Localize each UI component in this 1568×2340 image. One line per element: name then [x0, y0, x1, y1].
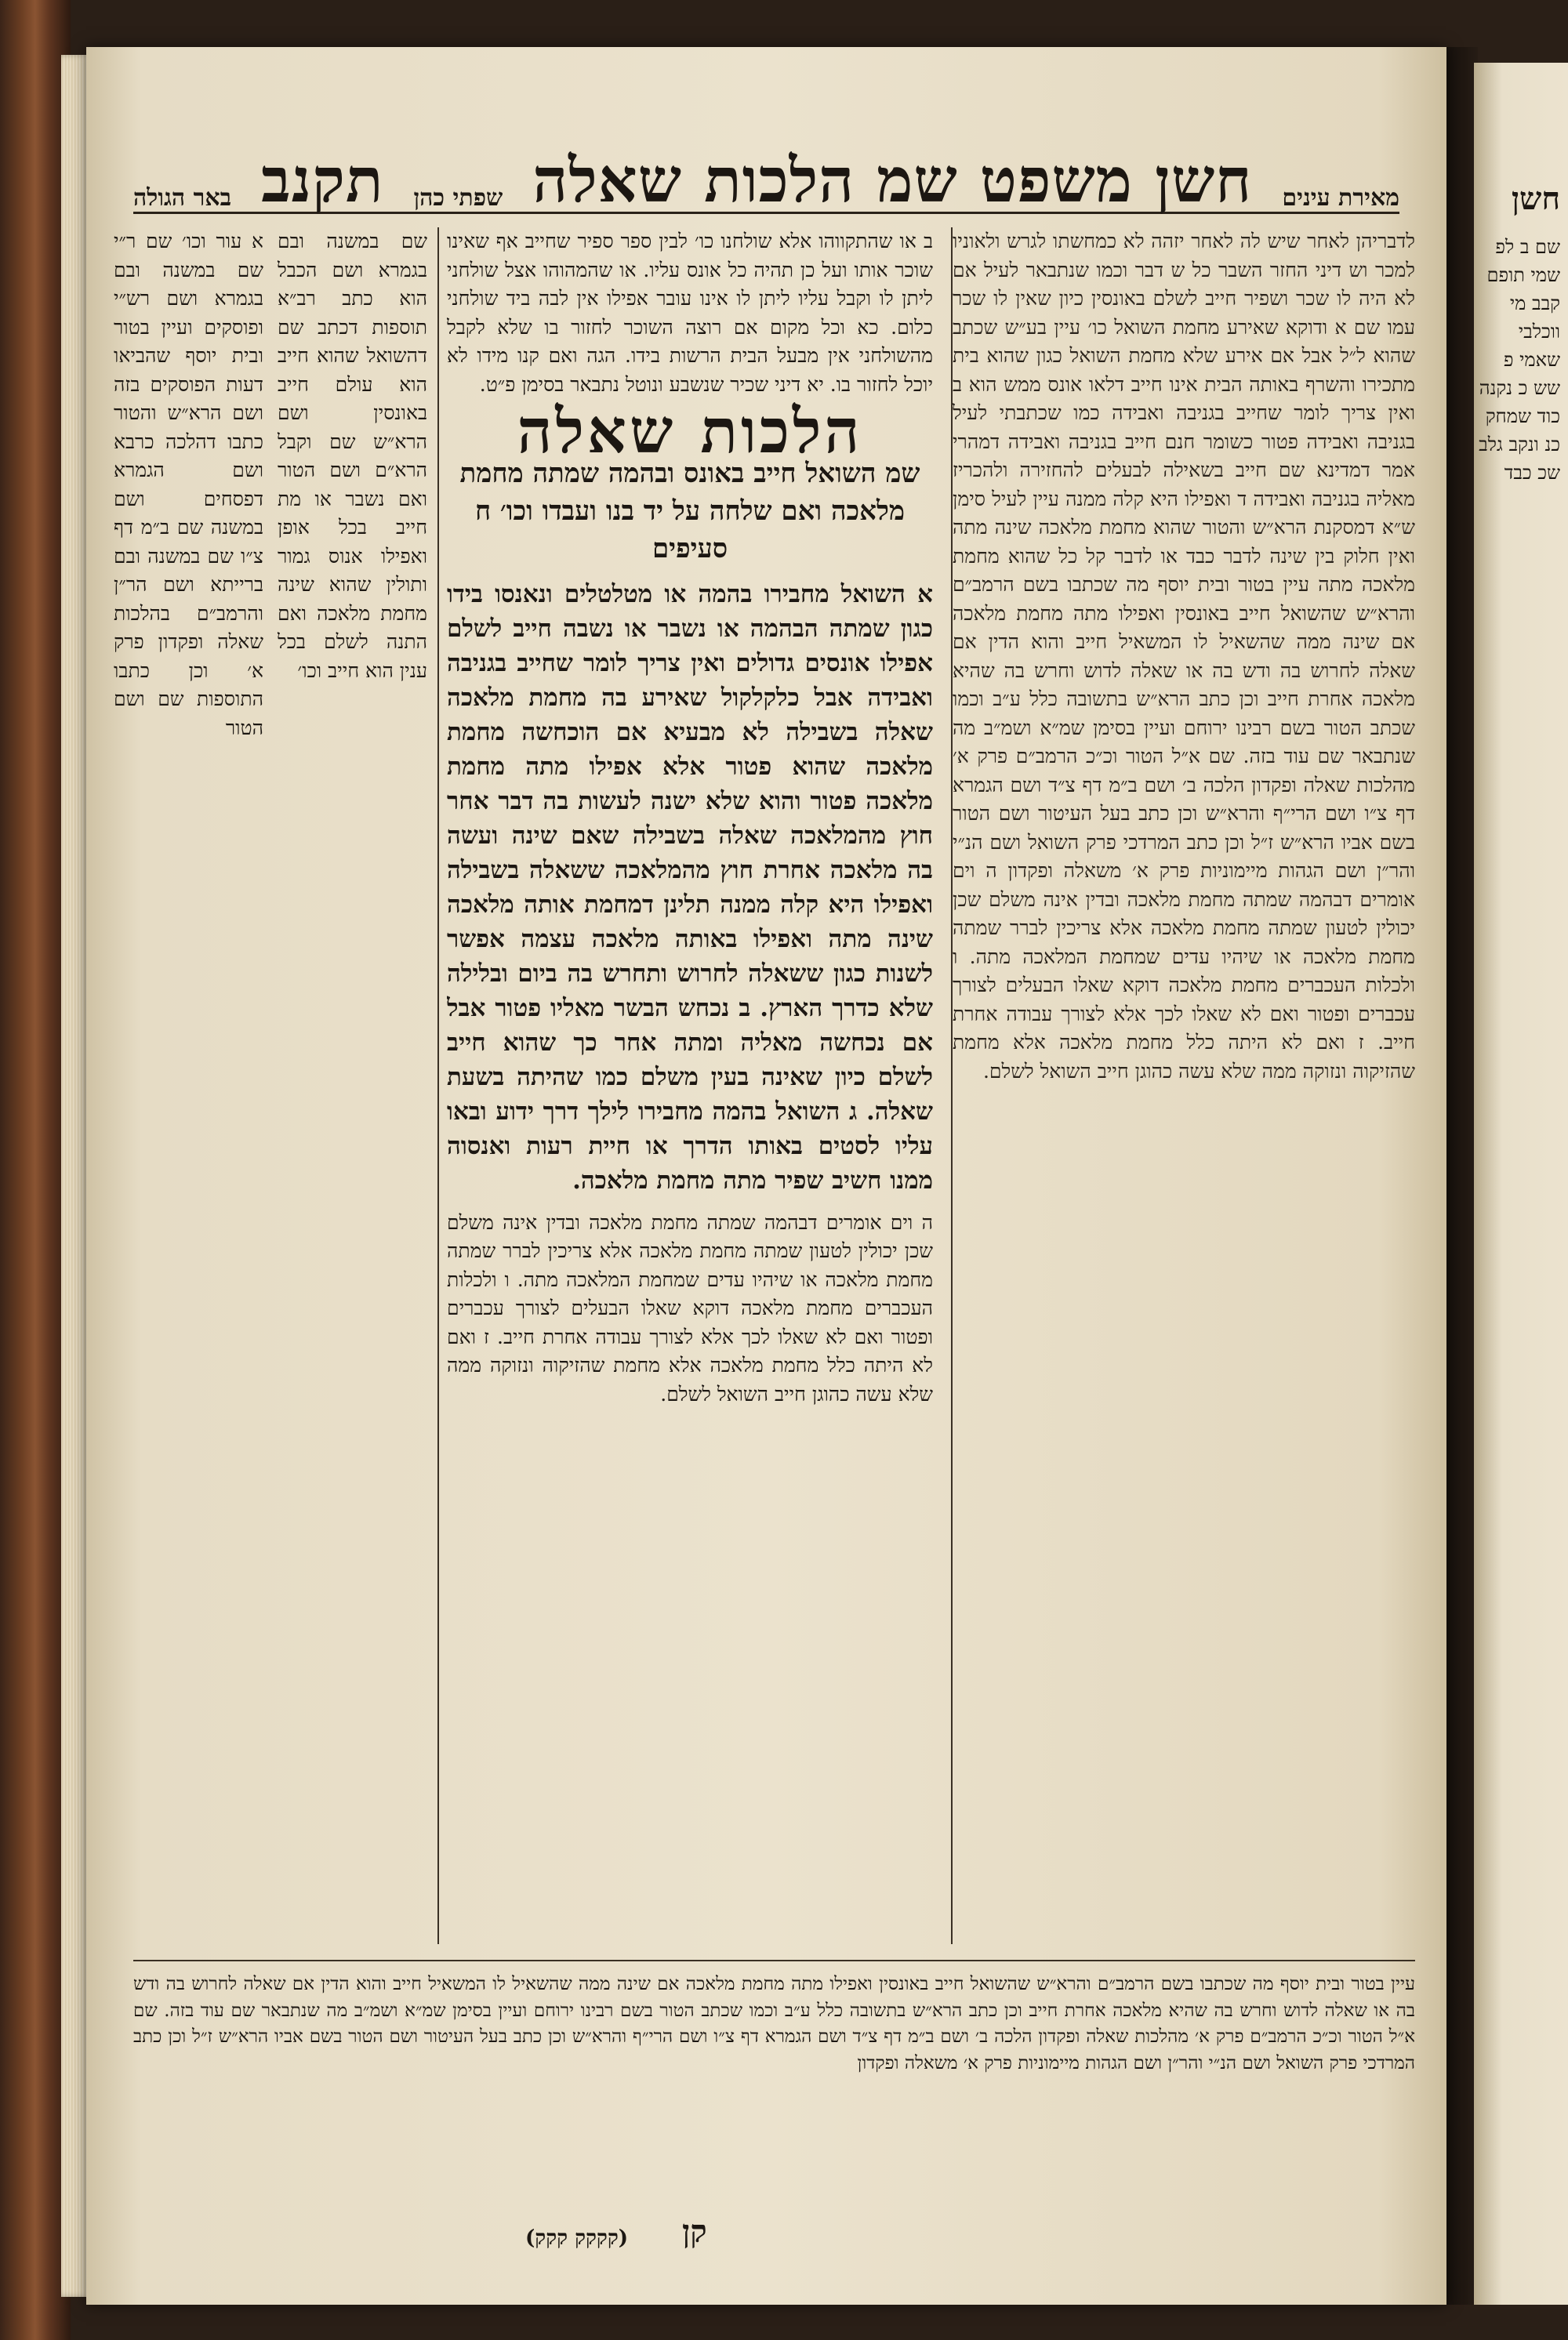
lower-middle-commentary: ה וים אומרים דבהמה שמתה מחמת מלאכה ובדין אינה משלם שכן יכולין לטעון שמתה מחמת מלאכה אלא צריכין לברר שמתה מחמת מלאכה או שיהיו עדים שמחמת המלאכה מתה. ו ולכלות העכברים מחמת מלאכה דוקא שאלו הבעלים לצורך עכברים ופטור ואם לא שאלו לכך אלא לצורך עבודה אחרת חייב. ז ואם לא היתה כלל מחמת מלאכה אלא מחמת שהזיקוה ונזוקה ממה שלא עשה כהוגן חייב השואל לשלם.: [447, 1210, 933, 1406]
header-left-marker: באר הגולה: [133, 184, 232, 212]
section-subtitle: שמ השואל חייב באונס ובהמה שמתה מחמת מלאכה ואם שלחה על יד בנו ועבדו וכו׳ ח סעיפים: [459, 457, 920, 564]
left-marginal-column-a: שם במשנה ובם בגמרא ושם הכבל הוא כתב רב״א תוספות דכתב שם דהשואל שהוא חייב הוא עולם חייב באונסין ושם הרא״ש שם וקבל הרא״ם ושם הטור ואם נשבר או מת חייב בכל אופן ואפילו אנוס גמור ותולין שהוא שינה מחמת מלאכה ואם התנה לשלם בכל ענין הוא חייב וכו׳: [278, 230, 427, 682]
main-text-column: [447, 227, 933, 1952]
book-page: [86, 47, 1446, 2305]
gutter-shadow: [1446, 47, 1478, 2305]
right-commentary-text-cont: עיין בטור ובית יוסף מה שכתבו בשם הרמב״ם והרא״ש שהשואל חייב באונסין ואפילו מתה מחמת מלאכה אם שינה ממה שהשאיל לו המשאיל חייב והוא הדין אם שאלה לחרוש בה ודש בה או שאלה לדוש וחרש בה שהיא מלאכה אחרת חייב וכן כתב הרא״ש בתשובה כלל ע״ב וכמו שכתב הטור בשם רבינו ירוחם ועיין בסימן שמ״א ושמ״ב מה שנתבאר שם עוד בזה. שם א״ל הטור וכ״כ הרמב״ם פרק א׳ מהלכות שאלה ופקדון הלכה ב׳ ושם ב״מ דף צ״ד ושם הגמרא דף צ״ו ושם הרי״ף והרא״ש וכן כתב בעל העיטור ושם הטור בשם אביו הרא״ש ז״ל וכן כתב המרדכי פרק השואל ושם הנ״י והר״ן ושם הגהות מיימוניות פרק א׳ משאלה ופקדון: [953, 573, 1415, 882]
page-header: [133, 141, 1399, 214]
right-commentary-text: לדבריהן לאחר שיש לה לאחר יזהה לא כמחשתו לגרש ולאוניו למכר וש דיני החזר השבר כל ש דבר וכמו שנתבאר לעיל אם לא היה לו שכר ושפיר חייב לשלם באונסין כיון שאין לו שכר עמו שם א ודוקא שאירע מחמת השואל כו׳ עיין בע״ש שכתב שהוא ל״ל אבל אם אירע שלא מחמת השואל כגון שהוא בית מתכירו והשרף באותה הבית אינו חייב דלאו אונס ממש הוא ב ואין צריך לומר שחייב בגניבה ואבידה כמו שכתבתי לעיל בגניבה ואבידה פטור כשומר חנם חייב בגניבה ואבידה דמהרי אמר דמדינא שם חייב בשאילה לבעלים להחזירה ולהכריז מאליה בגניבה ואבידה ד ואפילו היא קלה ממנה עיין לעיל סימן ש״א דמסקנת הרא״ש והטור שהוא מחמת מלאכה שינה מתה ואין חלוק בין שינה לדבר כבד או לדבר קל כל שהוא מחמת מלאכה מתה: [953, 230, 1415, 596]
folio-note: (קקקק קקק): [525, 2226, 629, 2250]
section-title: הלכות שאלה: [517, 396, 863, 467]
catchword: קן: [682, 2213, 707, 2250]
column-rule-left: [437, 227, 439, 1944]
header-right-marker: מאירת עינים: [1282, 184, 1399, 212]
bottom-commentary: [133, 1972, 1415, 2222]
adjacent-page-fragment: [1474, 63, 1568, 2305]
main-halakha-text: א השואל מחבירו בהמה או מטלטלים ונאנסו בידו כגון שמתה הבהמה או נשבר או נשבה חייב לשלם אפילו אונסים גדולים ואין צריך לומר שחייב בגניבה ואבידה אבל כלקלקול שאירע בה מחמת מלאכה שאלה בשבילה לא מבעיא אם הוכחשה מחמת מלאכה שהוא פטור אלא אפילו מתה מחמת מלאכה פטור והוא שלא ישנה לעשות בה דבר אחר חוץ מהמלאכה שאלה בשבילה שאם שינה ועשה בה מלאכה אחרת חוץ מהמלאכה ששאלה בשבילה ואפילו היא קלה ממנה תלינן דמחמת אותה מלאכה שינה מתה ואפילו באותה מלאכה עצמה אפשר לשנות כגון ששאלה לחרוש ותחרש בה ביום ובלילה שלא כדרך הארץ. ב נכחש הבשר מאליו פטור אבל אם נכחשה מאליה ומתה אחר כך שהוא חייב לשלם כיון שאינה בעין משלם כמו שהיתה בשעת שאלה. ג השואל בהמה מחבירו לילך דרך ידוע ובאו עליו לסטים באותו הדרך או חיית רעות ואנסוה ממנו חשיב שפיר מתה מחמת מלאכה.: [447, 579, 933, 1195]
middle-upper-commentary: ב או שהתקווהו אלא שולחנו כו׳ לבין ספר ספיר שחייב אף שאינו שוכר אותו ועל כן תהיה כל אונס עליו. או שהמהוהו אצל שולחני ליתן לו וקבל עליו ליתן לו אינו עובר אפילו אין לבה ביד שולחני כלום. כא וכל מקום אם רוצה השוכר לחזור בו שלא לקבל מהשולחני אין מבעל הבית הרשות בידו. הגה ואם קנו מידו לא יוכל לחזור בו. יא דיני שכיר שנשבע ונוטל נתבאר בסימן פ״ט.: [447, 230, 933, 396]
column-rule-right: [951, 227, 953, 1944]
right-commentary-text-cont2: ה וים אומרים דבהמה שמתה מחמת מלאכה ובדין אינה משלם שכן יכולין לטעון שמתה מחמת מלאכה אלא צריכין לברר שמתה מחמת מלאכה או שיהיו עדים שמחמת המלאכה מתה. ו ולכלות העכברים מחמת מלאכה דוקא שאלו הבעלים לצורך עכברים ופטור ואם לא שאלו לכך אלא לצורך עבודה אחרת חייב. ז ואם לא היתה כלל מחמת מלאכה אלא מחמת שהזיקוה ונזוקה ממה שלא עשה כהוגן חייב השואל לשלם.: [953, 859, 1415, 1083]
adjacent-page-header: חשן: [1511, 180, 1560, 217]
book-spine: [0, 0, 71, 2340]
header-author-note: שפתי כהן: [413, 184, 503, 212]
adjacent-page-text: שם ב לפ שמי תופם קבב מי ווכלבי שאמי פ שש כ נקנה כוד שמחק כנ ונקב גלב שכ כבד: [1479, 236, 1560, 484]
right-commentary-column: [953, 227, 1415, 1952]
bottom-commentary-text: עיין בטור ובית יוסף מה שכתבו בשם הרמב״ם והרא״ש שהשואל חייב באונסין ואפילו מתה מחמת מלאכה אם שינה ממה שהשאיל לו המשאיל חייב והוא הדין אם שאלה לחרוש בה ודש בה או שאלה לדוש וחרש בה שהיא מלאכה אחרת חייב וכן כתב הרא״ש בתשובה כלל ע״ב וכמו שכתב הטור בשם רבינו ירוחם ועיין בסימן שמ״א ושמ״ב מה שנתבאר שם עוד בזה. שם א״ל הטור וכ״כ הרמב״ם פרק א׳ מהלכות שאלה ופקדון הלכה ב׳ ושם ב״מ דף צ״ד ושם הגמרא דף צ״ו ושם הרי״ף והרא״ש וכן כתב בעל העיטור ושם הטור בשם אביו הרא״ש ז״ל וכן כתב המרדכי פרק השואל ושם הנ״י והר״ן ושם הגהות מיימוניות פרק א׳ משאלה ופקדון: [133, 1974, 1415, 2073]
bottom-section-rule: [133, 1960, 1415, 1961]
left-marginal-column-b: א עור וכו׳ שם ר״י שם במשנה ובם בגמרא ושם רש״י ופוסקים ועיין בטור ובית יוסף שהביאו דעות הפוסקים בזה ושם הרא״ש והטור כתבו דהלכה כרבא ושם הגמרא דפסחים ושם במשנה שם ב״מ דף צ״ו שם במשנה ובם ברייתא ושם הר״ן והרמב״ם בהלכות שאלה ופקדון פרק א׳ וכן כתבו התוספות שם ושם הטור: [114, 230, 263, 739]
left-marginal-columns: [114, 227, 427, 1952]
running-title: חשן משפט שמ הלכות שאלה: [532, 145, 1253, 216]
page-number: תקנב: [261, 145, 384, 216]
